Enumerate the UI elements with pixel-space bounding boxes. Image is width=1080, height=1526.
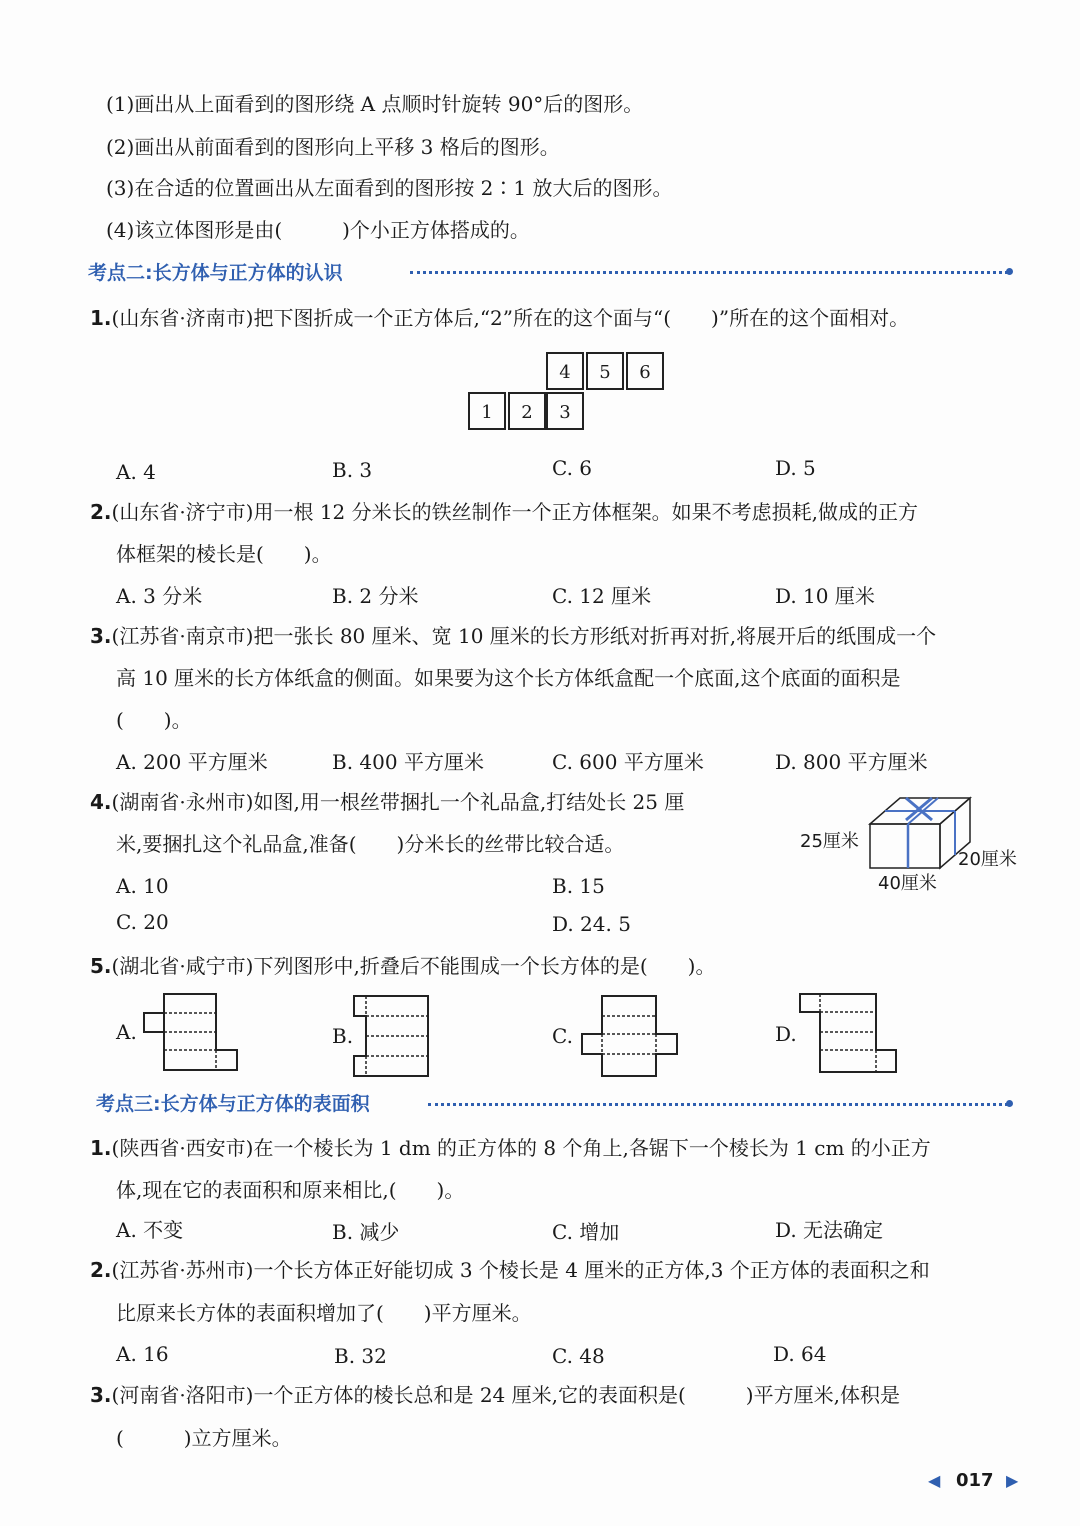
net-cell: 1 [468, 392, 506, 430]
page-number: 017 [956, 1470, 994, 1491]
question-2-cont: 体框架的棱长是( )。 [116, 542, 332, 566]
section-2-title: 考点二:长方体与正方体的认识 [88, 262, 343, 284]
net-cell: 4 [546, 352, 584, 390]
option-d: D. 24. 5 [552, 912, 631, 936]
option-d: D. 5 [775, 456, 816, 480]
option-c: C. 600 平方厘米 [552, 750, 704, 774]
question-4: 4.(湖南省·永州市)如图,用一根丝带捆扎一个礼品盒,打结处长 25 厘 [90, 790, 685, 814]
question-3-cont: ( )。 [116, 708, 192, 732]
option-d: D. 无法确定 [775, 1218, 884, 1242]
option-d: D. 800 平方厘米 [775, 750, 928, 774]
option-a: A. 3 分米 [116, 584, 203, 608]
net-cell: 2 [508, 392, 546, 430]
question-1: 1.(陕西省·西安市)在一个棱长为 1 dm 的正方体的 8 个角上,各锯下一个棱长为 1 cm 的小正方 [90, 1136, 931, 1160]
option-a: A. 4 [116, 460, 156, 484]
sub-question-3: (3)在合适的位置画出从左面看到的图形按 2∶1 放大后的图形。 [106, 176, 673, 200]
option-d: D. [775, 1022, 797, 1046]
question-1: 1.(山东省·济南市)把下图折成一个正方体后,“2”所在的这个面与“( )”所在的这个面相对。 [90, 306, 910, 330]
question-5: 5.(湖北省·咸宁市)下列图形中,折叠后不能围成一个长方体的是( )。 [90, 954, 716, 978]
option-d: D. 10 厘米 [775, 584, 875, 608]
option-b: B. 2 分米 [332, 584, 419, 608]
net-figure-d [798, 992, 898, 1076]
option-c: C. 增加 [552, 1220, 620, 1244]
option-c: C. 12 厘米 [552, 584, 652, 608]
option-b: B. 3 [332, 458, 373, 482]
question-3-cont: 高 10 厘米的长方体纸盒的侧面。如果要为这个长方体纸盒配一个底面,这个底面的面积是 [116, 666, 901, 690]
next-page-icon: ▶ [1006, 1471, 1019, 1490]
option-b: B. 15 [552, 874, 605, 898]
net-cell: 3 [546, 392, 584, 430]
option-b: B. 减少 [332, 1220, 400, 1244]
net-cell: 6 [626, 352, 664, 390]
sub-question-4: (4)该立体图形是由( )个小正方体搭成的。 [106, 218, 530, 242]
option-a: A. 10 [116, 874, 169, 898]
question-2-cont: 比原来长方体的表面积增加了( )平方厘米。 [116, 1301, 532, 1325]
question-1-cont: 体,现在它的表面积和原来相比,( )。 [116, 1178, 465, 1202]
option-c: C. [552, 1024, 573, 1048]
option-b: B. [332, 1024, 354, 1048]
option-a: A. 200 平方厘米 [116, 750, 268, 774]
section-divider [428, 1103, 1008, 1106]
question-3: 3.(江苏省·南京市)把一张长 80 厘米、宽 10 厘米的长方形纸对折再对折,将展开后的纸围成一个 [90, 624, 937, 648]
divider-dot [1006, 268, 1013, 275]
option-c: C. 20 [116, 910, 169, 934]
option-c: C. 48 [552, 1344, 605, 1368]
option-b: B. 400 平方厘米 [332, 750, 484, 774]
prev-page-icon: ◀ [928, 1471, 941, 1490]
question-2: 2.(江苏省·苏州市)一个长方体正好能切成 3 个棱长是 4 厘米的正方体,3 个正方体的表面积之和 [90, 1258, 930, 1282]
net-figure-c [580, 994, 680, 1078]
net-figure-b [352, 994, 432, 1078]
option-c: C. 6 [552, 456, 593, 480]
question-3-cont: ( )立方厘米。 [116, 1426, 292, 1450]
net-cell: 5 [586, 352, 624, 390]
option-a: A. [116, 1020, 137, 1044]
question-3: 3.(河南省·洛阳市)一个正方体的棱长总和是 24 厘米,它的表面积是( )平方厘米,体积是 [90, 1383, 900, 1407]
sub-question-2: (2)画出从前面看到的图形向上平移 3 格后的图形。 [106, 135, 560, 159]
question-4-cont: 米,要捆扎这个礼品盒,准备( )分米长的丝带比较合适。 [116, 832, 625, 856]
option-a: A. 16 [116, 1342, 169, 1366]
option-b: B. 32 [334, 1344, 387, 1368]
width-label: 20厘米 [958, 849, 1017, 870]
section-divider [410, 271, 1008, 274]
option-d: D. 64 [773, 1342, 827, 1366]
net-figure-a [142, 992, 242, 1076]
sub-question-1: (1)画出从上面看到的图形绕 A 点顺时针旋转 90°后的图形。 [106, 92, 644, 116]
option-a: A. 不变 [116, 1218, 184, 1242]
section-3-title: 考点三:长方体与正方体的表面积 [96, 1093, 370, 1115]
question-2: 2.(山东省·济宁市)用一根 12 分米长的铁丝制作一个正方体框架。如果不考虑损耗,做成的正方 [90, 500, 918, 524]
divider-dot [1006, 1100, 1013, 1107]
length-label: 40厘米 [878, 873, 937, 894]
height-label: 25厘米 [800, 831, 859, 852]
